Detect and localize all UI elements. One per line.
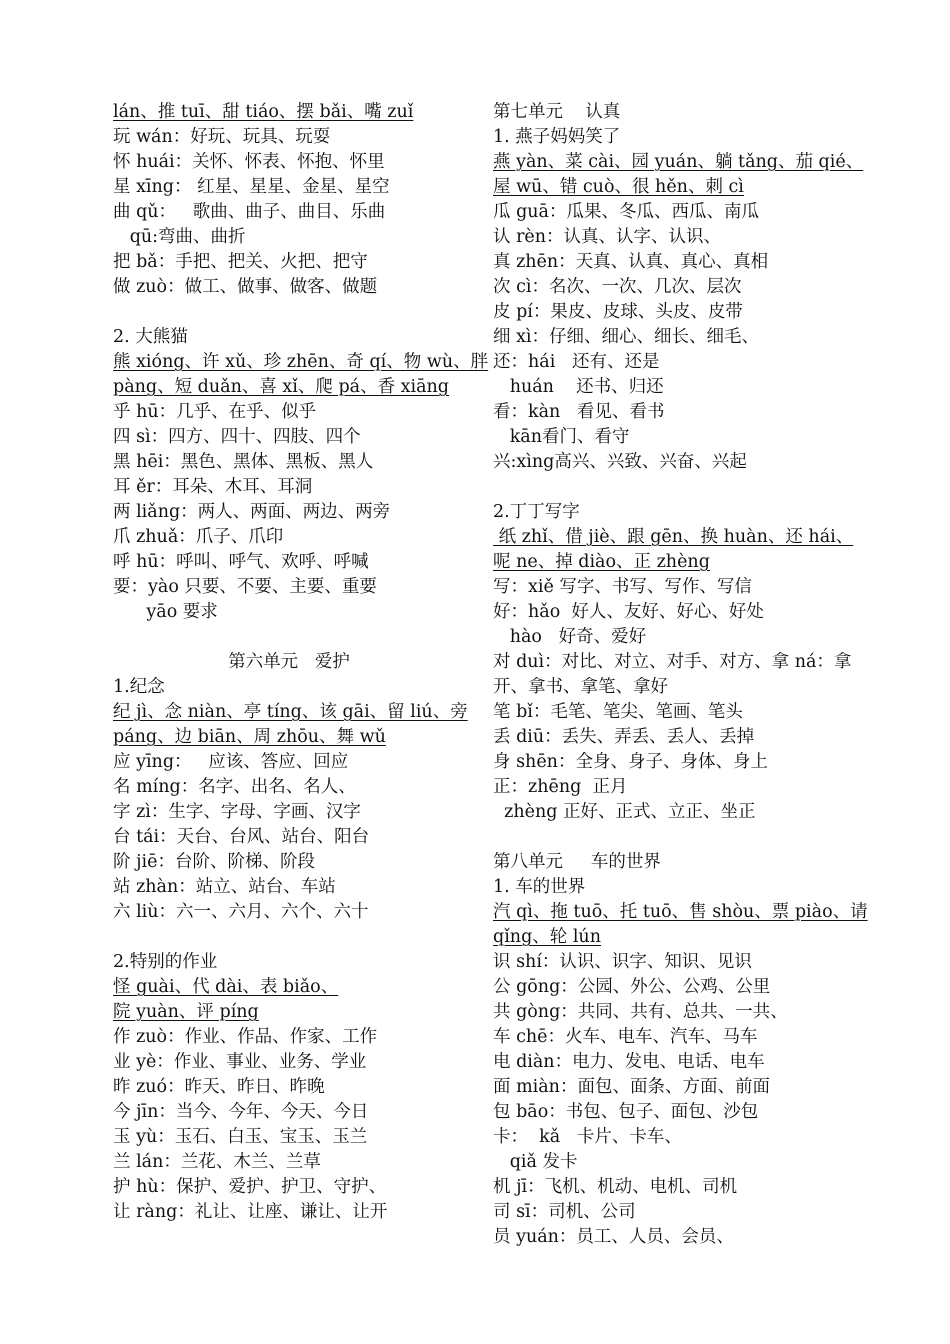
right-text-line: 次 cì：名次、一次、几次、层次 bbox=[493, 277, 742, 297]
right-text-line: 汽 qì、拖 tuō、托 tuō、售 shòu、票 piào、请 bbox=[493, 902, 868, 922]
right-text-line: 司 sī：司机、公司 bbox=[493, 1202, 636, 1222]
right-text-line: 包 bāo：书包、包子、面包、沙包 bbox=[493, 1102, 759, 1122]
left-text-line: 要：yào 只要、不要、主要、重要 bbox=[113, 577, 377, 597]
right-text-line: 车 chē：火车、电车、汽车、马车 bbox=[493, 1027, 758, 1047]
right-text-line: 呢 ne、掉 diào、正 zhèng bbox=[493, 552, 710, 572]
right-text-line: 真 zhēn：天真、认真、真心、真相 bbox=[493, 252, 769, 272]
left-text-line: pàng、短 duǎn、喜 xǐ、爬 pá、香 xiāng bbox=[113, 377, 450, 397]
right-text-line: 面 miàn：面包、面条、方面、前面 bbox=[493, 1077, 770, 1097]
left-text-line: 玉 yù：玉石、白玉、宝玉、玉兰 bbox=[113, 1127, 368, 1147]
right-text-line: 瓜 guā：瓜果、冬瓜、西瓜、南瓜 bbox=[493, 202, 759, 222]
right-text-line: 识 shí：认识、识字、知识、见识 bbox=[493, 952, 752, 972]
left-blank-line bbox=[113, 925, 465, 950]
right-text-line: 写：xiě 写字、书写、写作、写信 bbox=[493, 577, 752, 597]
left-text-line: 纪 jì、念 niàn、亭 tíng、该 gāi、留 liú、旁 bbox=[113, 702, 468, 722]
right-text-line: 兴:xìng高兴、兴致、兴奋、兴起 bbox=[493, 452, 747, 472]
left-text-line: 乎 hū：几乎、在乎、似乎 bbox=[113, 402, 317, 422]
right-text-line: 2.丁丁写字 bbox=[493, 502, 580, 522]
left-text-line: 名 míng：名字、出名、名人、 bbox=[113, 777, 356, 797]
left-text-line: 院 yuàn、评 píng bbox=[113, 1002, 259, 1022]
left-text-line: 阶 jiē：台阶、阶梯、阶段 bbox=[113, 852, 315, 872]
left-text-line: 爪 zhuǎ：爪子、爪印 bbox=[113, 527, 284, 547]
left-text-line: 黑 hēi：黑色、黑体、黑板、黑人 bbox=[113, 452, 374, 472]
right-text-line: zhèng 正好、正式、立正、坐正 bbox=[493, 802, 756, 822]
right-text-line: qǐng、轮 lún bbox=[493, 927, 601, 947]
right-text-line: 第八单元 车的世界 bbox=[493, 852, 661, 872]
right-text-line: 正：zhēng 正月 bbox=[493, 777, 628, 797]
left-text-line: 2. 大熊猫 bbox=[113, 327, 188, 347]
right-text-line: 共 gòng：共同、共有、总共、一共、 bbox=[493, 1002, 788, 1022]
left-text-line: 熊 xióng、许 xǔ、珍 zhēn、奇 qí、物 wù、胖 bbox=[113, 352, 489, 372]
right-text-line: kān看门、看守 bbox=[493, 427, 630, 447]
left-text-line: 业 yè：作业、事业、业务、学业 bbox=[113, 1052, 367, 1072]
right-blank-line bbox=[493, 825, 845, 850]
left-text-line: 耳 ěr：耳朵、木耳、耳洞 bbox=[113, 477, 313, 497]
right-text-line: 燕 yàn、菜 cài、园 yuán、躺 tǎng、茄 qié、 bbox=[493, 152, 864, 172]
left-text-line: yāo 要求 bbox=[113, 602, 218, 622]
right-text-line: huán 还书、归还 bbox=[493, 377, 664, 397]
right-text-line: 第七单元 认真 bbox=[493, 102, 621, 122]
right-text-line: 电 diàn：电力、发电、电话、电车 bbox=[493, 1052, 765, 1072]
left-column bbox=[113, 100, 489, 1225]
right-blank-line bbox=[493, 475, 845, 500]
left-blank-line bbox=[113, 300, 465, 325]
right-text-line: 对 duì：对比、对立、对手、对方、拿 ná：拿 bbox=[493, 652, 852, 672]
right-text-line: 认 rèn：认真、认字、认识、 bbox=[493, 227, 722, 247]
left-text-line: 四 sì：四方、四十、四肢、四个 bbox=[113, 427, 361, 447]
right-column bbox=[493, 100, 868, 1250]
left-text-line: 台 tái：天台、台风、站台、阳台 bbox=[113, 827, 370, 847]
left-text-line: 星 xīng： 红星、星星、金星、星空 bbox=[113, 177, 390, 197]
right-text-line: 纸 zhǐ、借 jiè、跟 gēn、换 huàn、还 hái、 bbox=[493, 527, 854, 547]
right-text-line: 1. 车的世界 bbox=[493, 877, 586, 897]
right-text-line: 笔 bǐ：毛笔、笔尖、笔画、笔头 bbox=[493, 702, 743, 722]
left-text-line: 曲 qǔ： 歌曲、曲子、曲目、乐曲 bbox=[113, 202, 386, 222]
right-text-line: 皮 pí：果皮、皮球、头皮、皮带 bbox=[493, 302, 743, 322]
right-text-line: 身 shēn：全身、身子、身体、身上 bbox=[493, 752, 768, 772]
right-text-line: 员 yuán：员工、人员、会员、 bbox=[493, 1227, 734, 1247]
right-text-line: 屋 wū、错 cuò、很 hěn、刺 cì bbox=[493, 177, 744, 197]
left-text-line: 今 jīn：当今、今年、今天、今日 bbox=[113, 1102, 369, 1122]
left-text-line: 把 bǎ：手把、把关、火把、把守 bbox=[113, 252, 368, 272]
left-text-line: 第六单元 爱护 bbox=[228, 652, 350, 672]
right-text-line: 细 xì：仔细、细心、细长、细毛、 bbox=[493, 327, 760, 347]
left-text-line: 两 liǎng：两人、两面、两边、两旁 bbox=[113, 502, 391, 522]
right-text-line: qiǎ 发卡 bbox=[493, 1152, 578, 1172]
left-text-line: 应 yīng： 应该、答应、回应 bbox=[113, 752, 349, 772]
left-blank-line bbox=[113, 625, 465, 650]
left-text-line: 呼 hū：呼叫、呼气、欢呼、呼喊 bbox=[113, 552, 369, 572]
left-text-line: 让 ràng：礼让、让座、谦让、让开 bbox=[113, 1202, 388, 1222]
left-text-line: 怪 guài、代 dài、表 biǎo、 bbox=[113, 977, 339, 997]
left-text-line: 护 hù：保护、爱护、护卫、守护、 bbox=[113, 1177, 387, 1197]
right-text-line: 公 gōng：公园、外公、公鸡、公里 bbox=[493, 977, 771, 997]
right-text-line: 1. 燕子妈妈笑了 bbox=[493, 127, 621, 147]
left-text-line: 怀 huái：关怀、怀表、怀抱、怀里 bbox=[113, 152, 385, 172]
right-text-line: 开、拿书、拿笔、拿好 bbox=[493, 677, 668, 697]
left-text-line: 1.纪念 bbox=[113, 677, 165, 697]
right-text-line: 看：kàn 看见、看书 bbox=[493, 402, 665, 422]
left-text-line: 作 zuò：作业、作品、作家、工作 bbox=[113, 1027, 378, 1047]
right-text-line: 还：hái 还有、还是 bbox=[493, 352, 660, 372]
left-text-line: 做 zuò：做工、做事、做客、做题 bbox=[113, 277, 378, 297]
right-text-line: 丢 diū：丢失、弄丢、丢人、丢掉 bbox=[493, 727, 755, 747]
left-text-line: 2.特别的作业 bbox=[113, 952, 218, 972]
right-text-line: hào 好奇、爱好 bbox=[493, 627, 647, 647]
left-text-line: 昨 zuó：昨天、昨日、昨晚 bbox=[113, 1077, 325, 1097]
left-text-line: lán、推 tuī、甜 tiáo、摆 bǎi、嘴 zuǐ bbox=[113, 102, 414, 122]
left-text-line: 玩 wán：好玩、玩具、玩耍 bbox=[113, 127, 331, 147]
left-text-line: 站 zhàn：站立、站台、车站 bbox=[113, 877, 336, 897]
right-text-line: 卡： kǎ 卡片、卡车、 bbox=[493, 1127, 682, 1147]
left-text-line: 兰 lán：兰花、木兰、兰草 bbox=[113, 1152, 321, 1172]
right-text-line: 好：hǎo 好人、友好、好心、好处 bbox=[493, 602, 764, 622]
left-text-line: 字 zì：生字、字母、字画、汉字 bbox=[113, 802, 361, 822]
left-text-line: 六 liù：六一、六月、六个、六十 bbox=[113, 902, 369, 922]
left-text-line: páng、边 biān、周 zhōu、舞 wǔ bbox=[113, 727, 386, 747]
right-text-line: 机 jī：飞机、机动、电机、司机 bbox=[493, 1177, 738, 1197]
left-text-line: qū:弯曲、曲折 bbox=[113, 227, 246, 247]
